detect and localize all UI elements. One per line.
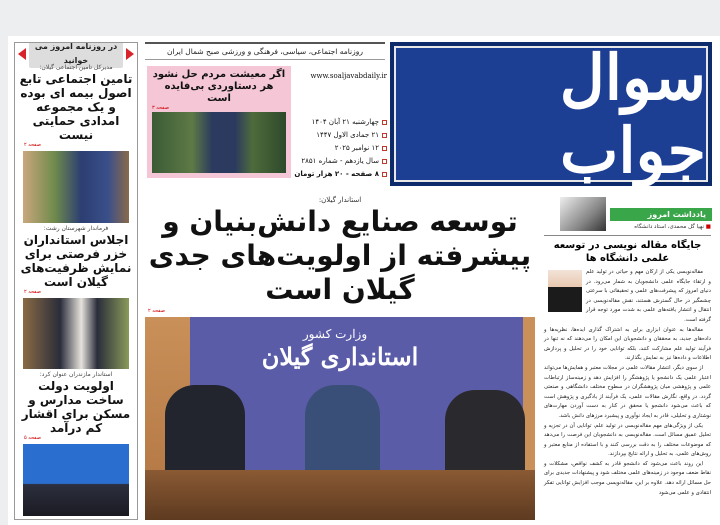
inside-today-column (14, 42, 138, 520)
website-url[interactable]: www.soaljavabdaily.ir (310, 72, 387, 80)
left-story-2[interactable] (18, 225, 134, 296)
column-header-label: در روزنامه امروز می خوانید (29, 42, 123, 68)
main-story (145, 195, 535, 520)
issue-info-list (292, 116, 387, 181)
story-title: تامین اجتماعی تابع اصول بیمه ای بوده و یک مجموعه امدادی حمایتی نیست (19, 72, 133, 142)
story-title: اولویت دولت ساخت مدارس و مسکن برای اقشار کم درآمد (21, 379, 131, 436)
story-photo (23, 298, 129, 370)
editorial-column (540, 195, 715, 520)
pink-teaser-box[interactable] (147, 66, 291, 178)
teaser-title: اگر معیشت مردم حل نشود هر دستاوردی بی‌فایده است (152, 69, 286, 104)
photo-sign-governorate: استانداری گیلان (261, 342, 419, 371)
story-photo (23, 444, 129, 516)
newspaper-title: سوال جواب (559, 41, 706, 187)
bullet-square-icon (382, 133, 387, 138)
story-kicker: استاندار مازندران عنوان کرد: (39, 371, 113, 379)
story-photo (23, 151, 129, 223)
author-portrait (548, 270, 582, 312)
bullet-square-icon (382, 146, 387, 151)
teaser-photo (152, 112, 286, 173)
editorial-body: مقاله‌نویسی یکی از ارکان مهم و حیاتی در تولید علم و ارتقاء جایگاه علمی دانشجویان به شمار می‌رود. در دنیای امروز که پیشرفت‌های علمی و تحقیقاتی با سرعتی چشمگیر در حال گسترش هستند، نقش مقاله‌نویسی در انتقال و انتشار یافته‌های علمی به شدت مورد توجه قرار گرفته است. مقاله‌ها به عنوان ابزاری برای به اشتراک گذاری ایده‌ها، نظریه‌ها و داده‌های جدید، به محققان و دانشجویان این امکان را می‌دهند که نه تنها در فرآیند تولید علم مشارکت کنند، بلکه توانایی خود را در تحلیل و پردازش اطلاعات و داده‌ها نیز به نمایش بگذارند. از سوی دیگر، انتشار مقالات علمی در مجلات معتبر و همایش‌ها می‌تواند اعتبار علمی یک دانشجو یا پژوهشگر را افزایش دهد و زمینه‌ساز ارتباطات علمی و پژوهشی میان پژوهشگران در سطوح مختلف دانشگاهی و صنعتی گردد. در واقع، نگارش مقالات علمی، یک فرآیند از یادگیری و پژوهش است که باعث می‌شود دانشجو یا محقق در کنار به دست آوردن مهارت‌های نوشتاری و تحلیلی، قادر به ایجاد نوآوری و پیشبرد مرزهای دانش باشد. یکی از ویژگی‌های مهم مقاله‌نویسی در تولید علم، توانایی آن در تجزیه و تحلیل عمیق مسائل است. مقاله‌نویسی به دانشجویان این فرصت را می‌دهد که موضوعات مختلف را به دقت بررسی کنند و با استفاده از منابع معتبر و روش‌های علمی، به تحلیل و ارائه نتایج بپردازند. این روند باعث می‌شود که دانشجو قادر به کشف نواقص، مشکلات و نقاط ضعف موجود در زمینه‌های علمی مختلف شود و پیشنهادات جدیدی برای حل مسائل ارائه دهد. علاوه بر این، مقاله‌نویسی موجب افزایش توانایی تفکر انتقادی و علمی می‌شود (544, 269, 711, 496)
page-ref: صفحه ۲ (148, 308, 165, 314)
bullet-icon: ■ (704, 224, 711, 230)
arrow-right-icon (126, 48, 134, 60)
left-story-1[interactable] (18, 64, 134, 149)
bullet-square-icon (382, 172, 387, 177)
page-ref: صفحه ۳ (152, 105, 169, 111)
editorial-label: یادداشت امروز (610, 208, 712, 221)
main-story-photo (145, 317, 535, 520)
editorial-author: ■ نهیا گل محمدی، استاد دانشگاه (634, 224, 711, 230)
page-ref: صفحه ۲ (24, 142, 41, 148)
bullet-square-icon (382, 120, 387, 125)
story-kicker: فرماندار شهرستان رشت: (43, 224, 109, 232)
issue-number: سال یازدهم - شماره ۲۸۵۱ (292, 155, 387, 168)
column-header (18, 42, 134, 65)
story-kicker: مدیرکل تامین اجتماعی گیلان: (39, 64, 113, 71)
issue-date-solar: چهارشنبه ۲۱ آبان ۱۴۰۴ (292, 116, 387, 129)
page-ref: صفحه ۵ (24, 435, 41, 442)
issue-date-lunar: ۲۱ جمادی الاول ۱۴۴۷ (292, 129, 387, 142)
main-story-kicker: استاندار گیلان: (318, 196, 362, 204)
bullet-square-icon (382, 159, 387, 164)
editorial-title[interactable]: جایگاه مقاله نویسی در توسعه علمی دانشگاه ها (544, 235, 711, 265)
photo-sign-ministry: وزارت کشور (302, 327, 368, 341)
main-story-headline[interactable]: توسعه صنایع دانش‌بنیان و پیشرفته از اولویت‌های جدی گیلان است (148, 205, 532, 306)
arrow-left-icon (18, 48, 26, 60)
left-story-3[interactable] (18, 371, 134, 442)
issue-date-gregorian: ۱۲ نوامبر ۲۰۲۵ (292, 142, 387, 155)
masthead-logo (390, 42, 712, 186)
masthead-tagline: روزنامه اجتماعی، سیاسی، فرهنگی و ورزشی صبح شمال ایران (145, 42, 385, 60)
page-ref: صفحه ۲ (24, 288, 41, 295)
issue-price: ۸ صفحه - ۲۰ هزار تومان (292, 168, 387, 181)
editorial-pen-image (560, 197, 606, 231)
story-title: اجلاس استانداران خزر فرصتی برای نمایش ظرفیت‌های گیلان است (20, 232, 132, 289)
